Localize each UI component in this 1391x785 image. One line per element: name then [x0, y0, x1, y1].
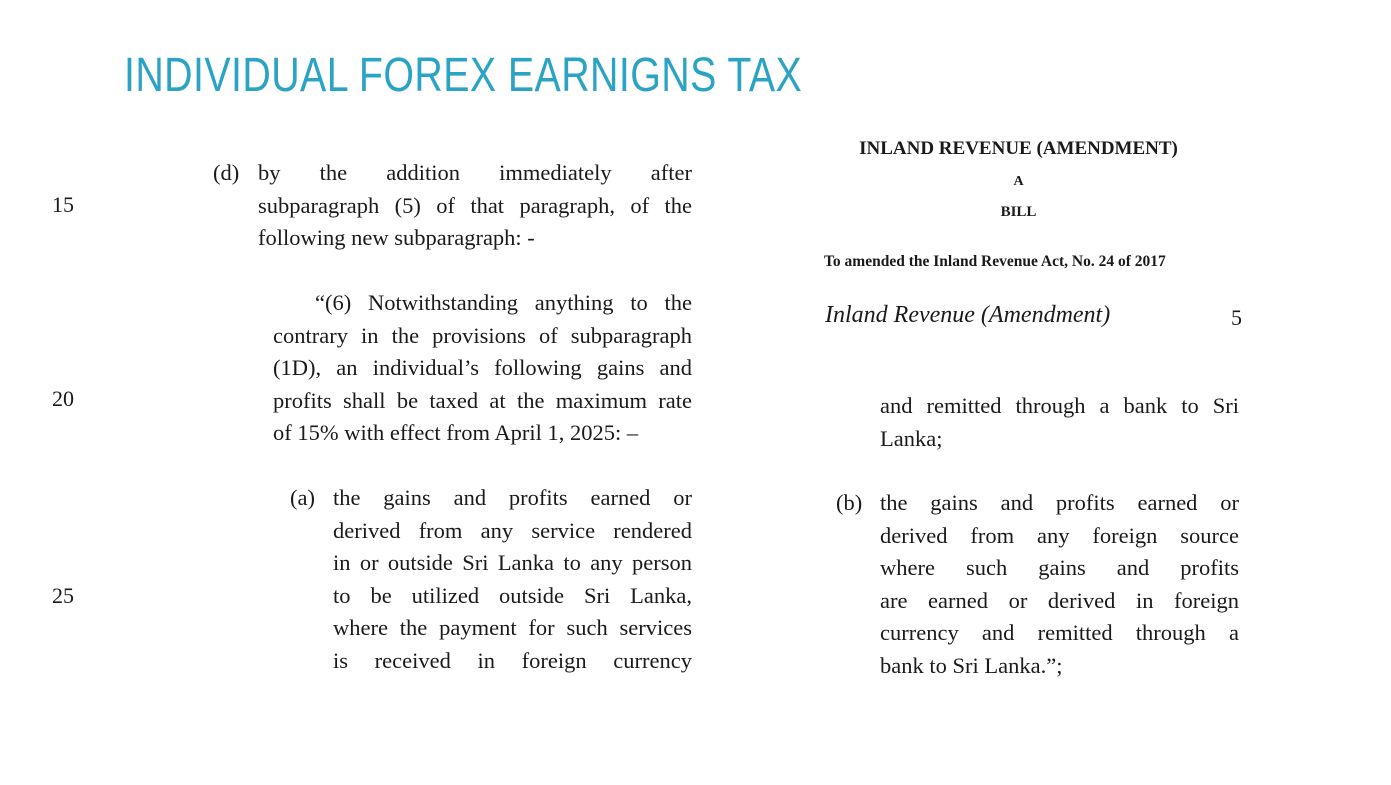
bill-article: A — [1013, 174, 1024, 189]
text-line: the gains and profits earned or — [880, 490, 1239, 515]
subparagraph-6-text — [273, 287, 692, 450]
text-line: profits shall be taxed at the maximum rate — [273, 387, 692, 413]
line-number-25: 25 — [52, 583, 74, 608]
text-line: following new subparagraph: - — [258, 225, 535, 250]
text-line: of 15% with effect from April 1, 2025: – — [273, 420, 639, 445]
text-line: and remitted through a bank to Sri — [880, 393, 1239, 418]
text-line: derived from any service rendered — [333, 517, 692, 543]
text-line: the gains and profits earned or — [333, 485, 692, 510]
text-line: bank to Sri Lanka.”; — [880, 652, 1063, 678]
clause-b-text — [880, 487, 1239, 682]
clause-b-label: (b) — [836, 490, 863, 515]
text-line: currency and remitted through a — [880, 620, 1239, 645]
running-head: Inland Revenue (Amendment) — [825, 302, 1111, 328]
page-number: 5 — [1231, 305, 1242, 330]
text-line: Lanka; — [880, 425, 943, 451]
clause-d-label: (d) — [213, 160, 240, 185]
clause-a-label: (a) — [290, 485, 315, 510]
bill-title: INLAND REVENUE (AMENDMENT) — [859, 138, 1178, 159]
text-line: where the payment for such services — [333, 615, 692, 640]
text-line: subparagraph (5) of that paragraph, of the — [258, 192, 692, 218]
bill-word: BILL — [1000, 204, 1037, 220]
text-line: is received in foreign currency — [333, 647, 692, 673]
slide-title: INDIVIDUAL FOREX EARNIGNS TAX — [124, 49, 803, 102]
bill-subtitle: To amended the Inland Revenue Act, No. 24 of 2017 — [824, 253, 1166, 270]
text-line: are earned or derived in foreign — [880, 587, 1239, 613]
clause-d-text — [258, 157, 692, 255]
text-line: where such gains and profits — [880, 555, 1239, 580]
clause-a-text — [333, 482, 692, 677]
text-line: (1D), an individual’s following gains and — [273, 355, 692, 380]
text-line: in or outside Sri Lanka to any person — [333, 550, 692, 575]
text-line: to be utilized outside Sri Lanka, — [333, 582, 692, 608]
text-line: derived from any foreign source — [880, 522, 1239, 548]
text-line: by the addition immediately after — [258, 160, 692, 185]
text-line: “(6) Notwithstanding anything to the — [315, 290, 692, 315]
line-number-20: 20 — [52, 386, 74, 411]
text-line: contrary in the provisions of subparagraph — [273, 322, 692, 348]
clause-a-continuation — [880, 390, 1239, 455]
line-number-15: 15 — [52, 192, 74, 217]
